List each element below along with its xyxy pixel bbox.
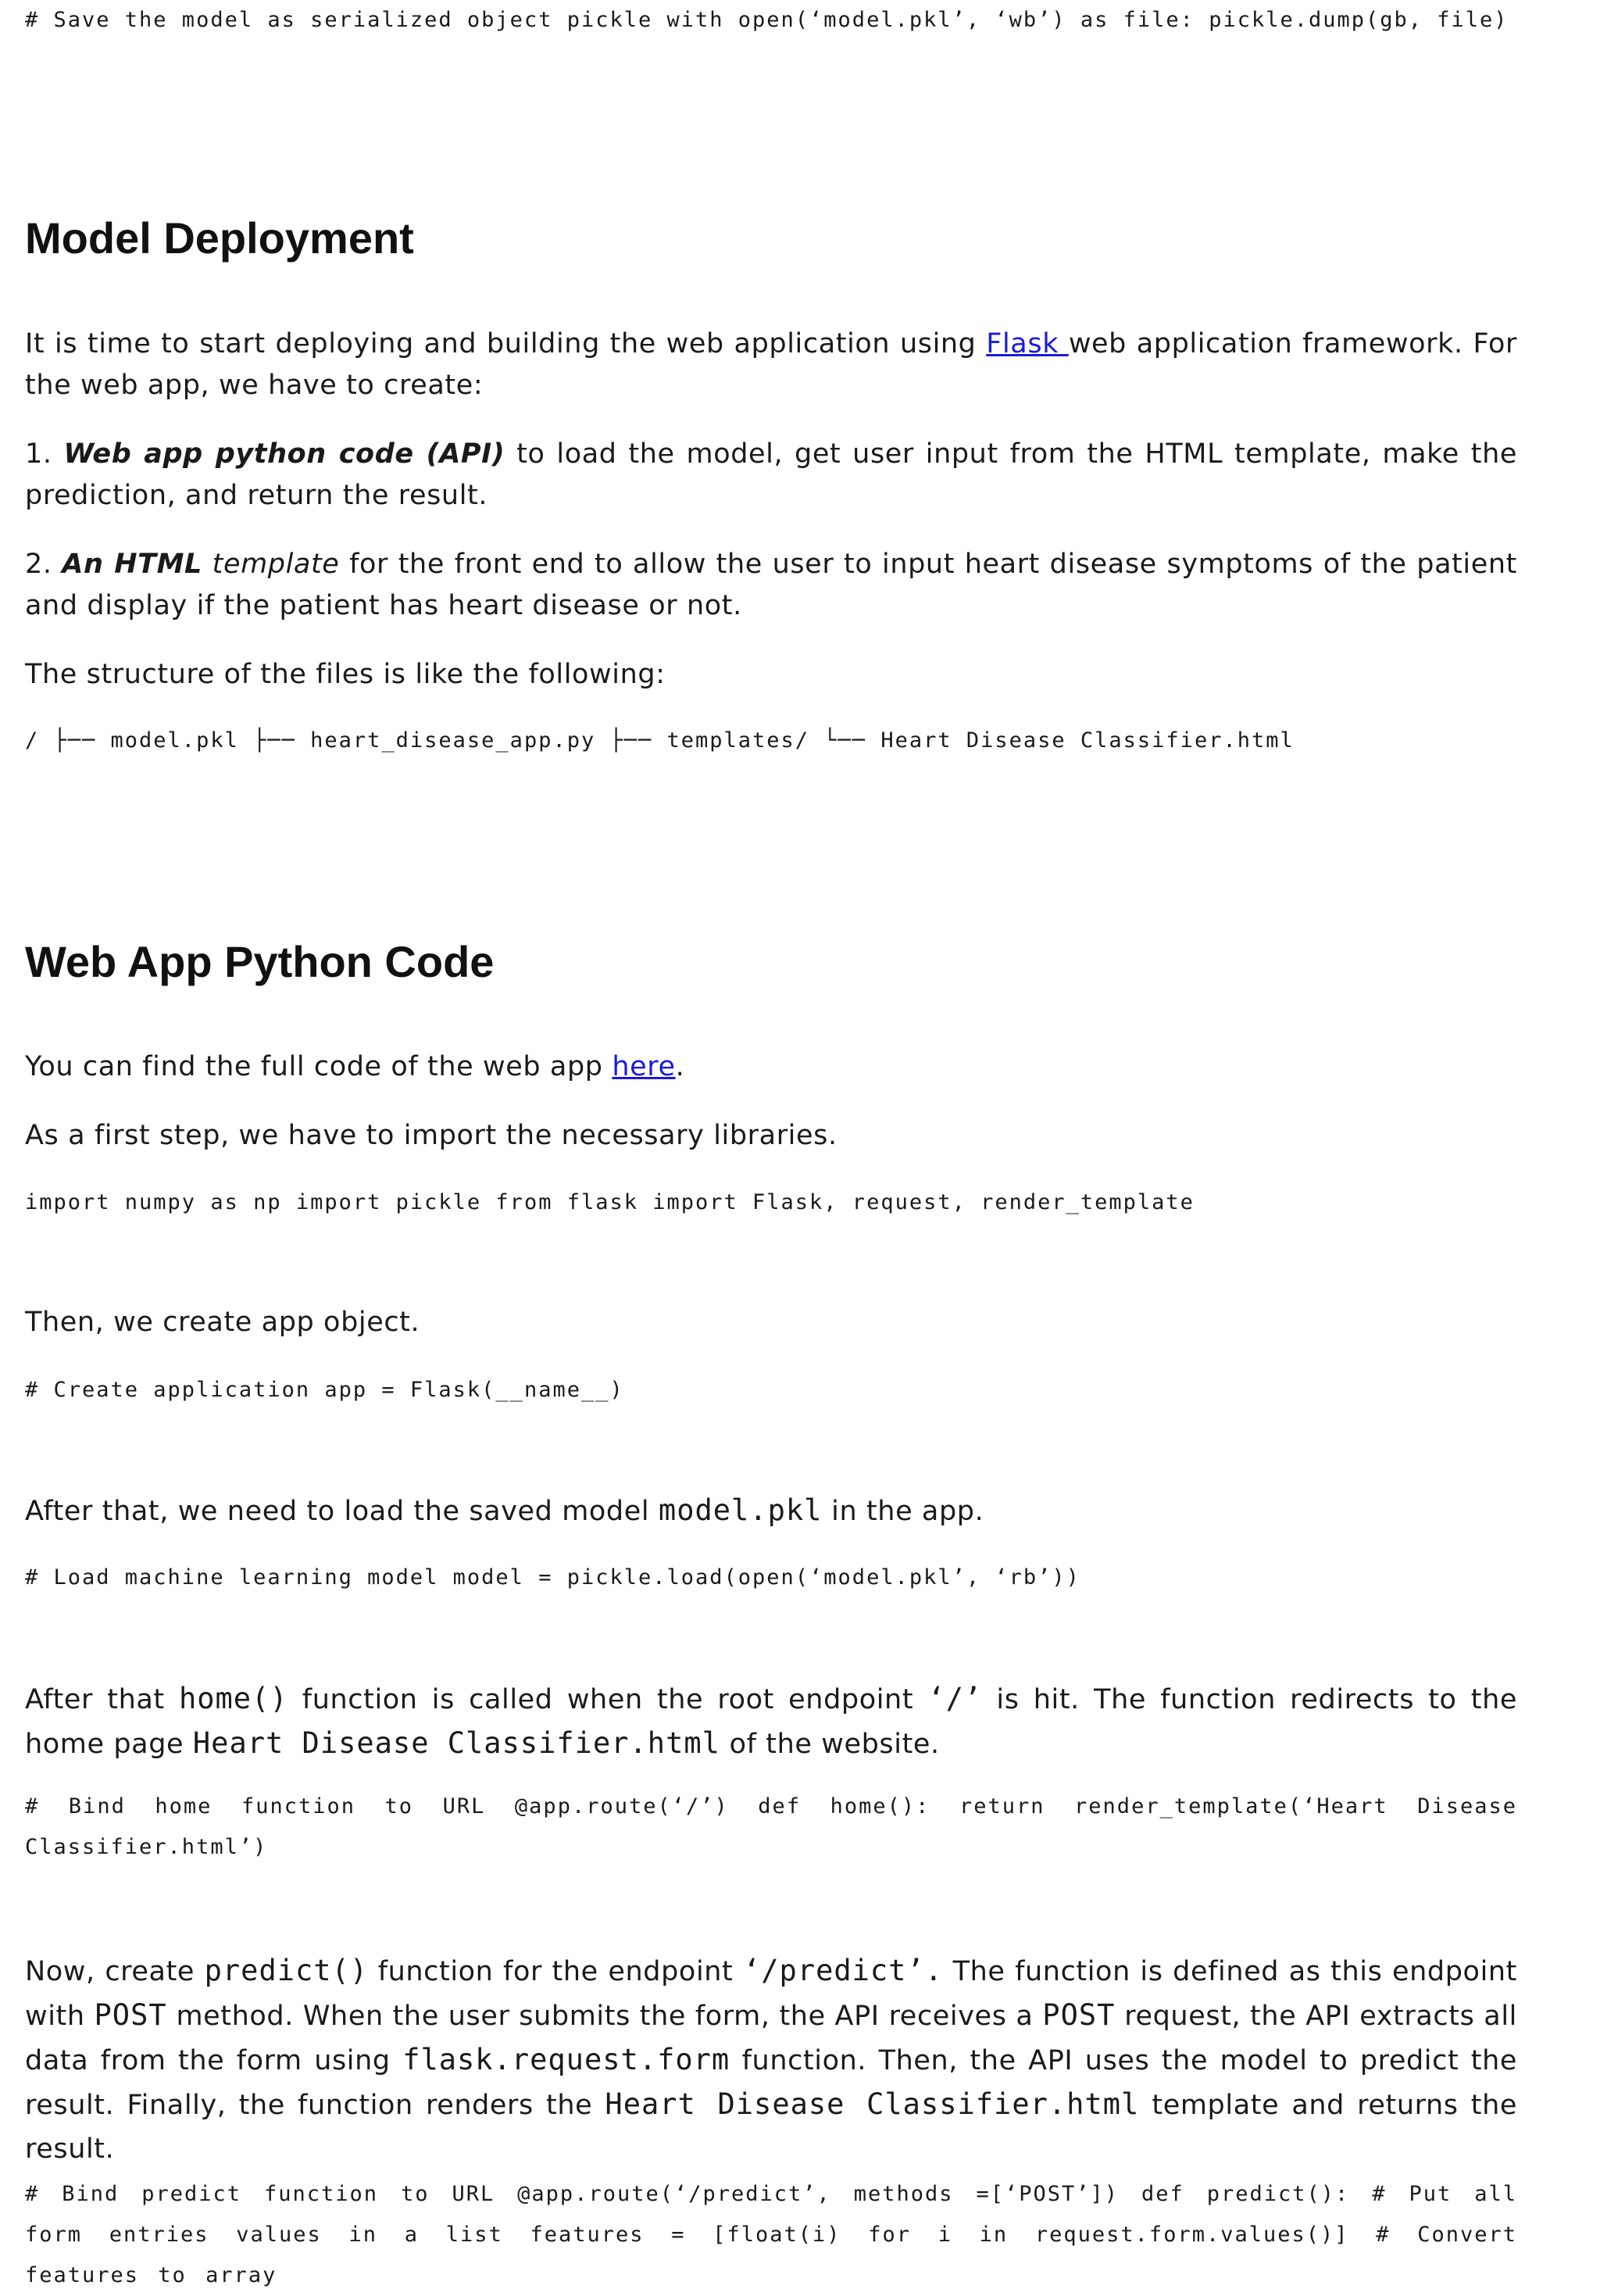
predict-mono-4: POST: [1042, 1998, 1116, 2032]
full-code-text-b: .: [675, 1051, 685, 1082]
code-snippet-create-app: # Create application app = Flask(__name__): [25, 1378, 624, 1402]
create-app-text-a: Then, we create: [25, 1307, 262, 1338]
code-snippet-imports: import numpy as np import pickle from flask import Flask, request, render_template: [25, 1190, 1195, 1214]
list-item-1-number: 1.: [25, 438, 64, 470]
heading-web-app-python-code: Web App Python Code: [25, 937, 495, 986]
first-step-paragraph: As a first step, we have to import the necessary libraries.: [25, 1120, 838, 1151]
create-app-mono: app: [261, 1307, 315, 1338]
list-item-2-bold: An HTML: [62, 549, 202, 580]
list-item-2-text: for the front end to allow the user to input heart disease symptoms of the patient and display if the patient has heart disease or not.: [25, 549, 1517, 621]
here-link[interactable]: here: [612, 1051, 676, 1082]
predict-mono-3: POST: [94, 1998, 167, 2032]
predict-text-c: The function is defined as this endpoint with: [25, 1956, 1517, 2032]
full-code-text-a: You can find the full code of the web app: [25, 1051, 612, 1082]
predict-mono-1: predict(): [204, 1954, 369, 1987]
load-model-text-b: in the app.: [822, 1496, 984, 1527]
home-mono-2: ‘/’: [927, 1682, 983, 1715]
home-text-a: After that: [25, 1684, 179, 1715]
load-model-mono: model.pkl: [658, 1493, 823, 1527]
home-mono-3: Heart Disease Classifier.html: [192, 1726, 720, 1760]
full-code-paragraph: [25, 1046, 1517, 1088]
home-text-b: function is called when the root endpoint: [288, 1684, 928, 1715]
list-item-2-number: 2.: [25, 549, 62, 580]
deploy-intro-paragraph: [25, 324, 1517, 406]
home-mono-1: home(): [178, 1682, 288, 1715]
predict-function-paragraph: [25, 1949, 1517, 2171]
load-model-paragraph: [25, 1490, 1517, 1532]
predict-mono-5: flask.request.form: [402, 2043, 730, 2076]
deploy-intro-text-a: It is time to start deploying and building the web application using: [25, 328, 987, 359]
list-item-html-template: [25, 544, 1517, 627]
list-item-1-bold: Web app python code (API): [63, 438, 505, 470]
heading-model-deployment: Model Deployment: [25, 213, 414, 263]
predict-mono-6: Heart Disease Classifier.html: [605, 2087, 1140, 2121]
load-model-text-a: After that, we need to load the saved model: [25, 1496, 659, 1527]
flask-link[interactable]: Flask: [986, 328, 1069, 359]
create-app-text-b: object.: [314, 1307, 420, 1338]
deploy-intro-text-b: web application framework. For the web app, we have to create:: [25, 328, 1517, 401]
list-item-web-app-code: [25, 434, 1517, 517]
code-snippet-load-model: # Load machine learning model model = pickle.load(open(‘model.pkl’, ‘rb’)): [25, 1565, 1080, 1590]
code-snippet-file-structure: / ├── model.pkl ├── heart_disease_app.py ├── templates/ └── Heart Disease Classifier.html: [25, 728, 1295, 753]
home-text-d: of the website.: [720, 1729, 940, 1760]
predict-text-a: Now, create: [25, 1956, 205, 1987]
list-item-2-italic: template: [202, 549, 340, 580]
list-item-1-text: to load the model, get user input from the HTML template, make the prediction, and return the result.: [25, 438, 1517, 511]
predict-text-b: function for the endpoint: [368, 1956, 743, 1987]
create-app-paragraph: [25, 1302, 1517, 1343]
predict-text-d: method. When the user submits the form, the API receives a: [166, 2001, 1043, 2032]
predict-text-g: template and returns the result.: [25, 2090, 1517, 2165]
code-snippet-save-model: # Save the model as serialized object pickle with open(‘model.pkl’, ‘wb’) as file: pickle.dump(gb, file): [25, 8, 1509, 32]
code-snippet-predict: # Bind predict function to URL @app.route(‘/predict’, methods =[‘POST’]) def predict(): # Put all form entries values in a list features = [float(i) for i in request.form.values()] # Convert features to array: [25, 2182, 1517, 2287]
predict-text-f: function. Then, the API uses the model to predict the result. Finally, the function renders the: [25, 2045, 1517, 2121]
home-function-paragraph: [25, 1677, 1517, 1766]
home-text-c: is hit. The function redirects to the home page: [25, 1684, 1518, 1760]
code-snippet-home: # Bind home function to URL @app.route(‘/’) def home(): return render_template(‘Heart Disease Classifier.html’): [25, 1794, 1517, 1859]
predict-mono-2: ‘/predict’.: [742, 1954, 944, 1987]
file-structure-intro: The structure of the files is like the following:: [25, 659, 666, 690]
predict-text-e: request, the API extracts all data from the form using: [25, 2001, 1517, 2076]
